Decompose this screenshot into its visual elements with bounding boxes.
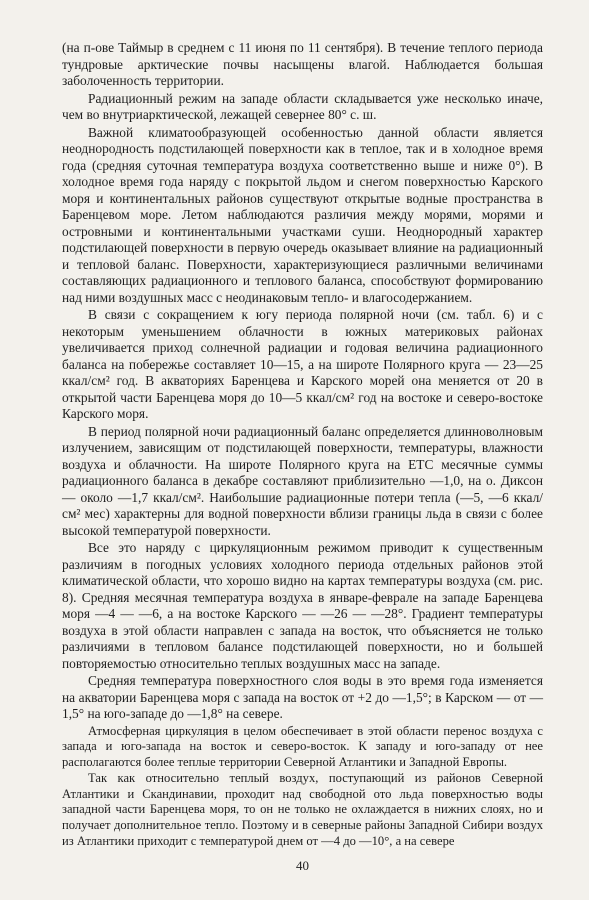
paragraph-6: Все это наряду с циркуляционным режимом приводит к существенным различиям в погодных условиях холодного периода отдельных районов этой климатической области, что хорошо видно на картах температуры воздуха (см. рис. 8). Средняя месячная температура воздуха в январе-феврале на западе Баренцева моря —4 — —6, а на востоке Карского — —26 — —28°. Градиент температуры воздуха в этой области направлен с запада на восток, что объясняется не только различиями в тепловом балансе подстилающей поверхности, но и большей повторяемостью относительно теплых воздушных масс на западе. [62, 540, 543, 671]
paragraph-9: Так как относительно теплый воздух, поступающий из районов Северной Атлантики и Скандинавии, проходит над свободной ото льда поверхностью воды западной части Баренцева моря, то он не только не охлаждается в нижних слоях, но и получает дополнительное тепло. Поэтому и в северные районы Западной Сибири воздух из Атлантики приходит с температурой днем от —4 до —10°, а на севере [62, 771, 543, 848]
paragraph-3: Важной климатообразующей особенностью данной области является неоднородность подстилающей поверхности как в теплое, так и в холодное время года (средняя суточная температура воздуха соответственно выше и ниже 0°). В холодное время года наряду с покрытой льдом и снегом поверхностью Карского моря и континентальных районов существуют открытые водные пространства в Баренцевом море. Летом наблюдаются различия между морями, морями и островными и континентальными участками суши. Неоднородный характер подстилающей поверхности в первую очередь оказывает влияние на радиационный и тепловой баланс. Поверхности, характеризующиеся различными величинами составляющих радиационного и теплового баланса, способствуют формированию над ними воздушных масс с неодинаковым тепло- и влагосодержанием. [62, 124, 543, 305]
paragraph-8: Атмосферная циркуляция в целом обеспечивает в этой области перенос воздуха с запада и юго-запада на восток и северо-восток. К западу и юго-западу от нее располагаются более теплые территории Северной Атлантики и Западной Европы. [62, 723, 543, 769]
page-number: 40 [296, 858, 309, 873]
paragraph-7: Средняя температура поверхностного слоя воды в это время года изменяется на акватории Баренцева моря с запада на восток от +2 до —1,5°; в Карском — от —1,5° на юго-западе до —1,8° на севере. [62, 673, 543, 721]
paragraph-2: Радиационный режим на западе области складывается уже несколько иначе, чем во внутриарктической, лежащей севернее 80° с. ш. [62, 90, 543, 122]
paragraph-1: (на п-ове Таймыр в среднем с 11 июня по 11 сентября). В течение теплого периода тундровые арктические почвы насыщены влагой. Наблюдается большая заболоченность территории. [62, 40, 543, 88]
paragraph-4: В связи с сокращением к югу периода полярной ночи (см. табл. 6) и с некоторым уменьшением облачности в южных материковых районах увеличивается приход солнечной радиации и годовая величина радиационного баланса на побережье составляет 10—15, а на широте Полярного круга — 23—25 ккал/см² год. В акваториях Баренцева и Карского морей она меняется от 20 в открытой части Баренцева моря до 10—5 ккал/см² год на востоке и северо-востоке Карского моря. [62, 307, 543, 421]
paragraph-5: В период полярной ночи радиационный баланс определяется длинноволновым излучением, зависящим от подстилающей поверхности, температуры, влажности воздуха и облачности. На широте Полярного круга на ЕТС месячные суммы радиационного баланса в декабре составляют приблизительно —1,0, на о. Диксон — около —1,7 ккал/см². Наибольшие радиационные потери тепла (—5, —6 ккал/см² мес) характерны для водной поверхности вблизи границы льда в связи с более высокой температурой поверхности. [62, 423, 543, 538]
body-text [62, 40, 543, 849]
